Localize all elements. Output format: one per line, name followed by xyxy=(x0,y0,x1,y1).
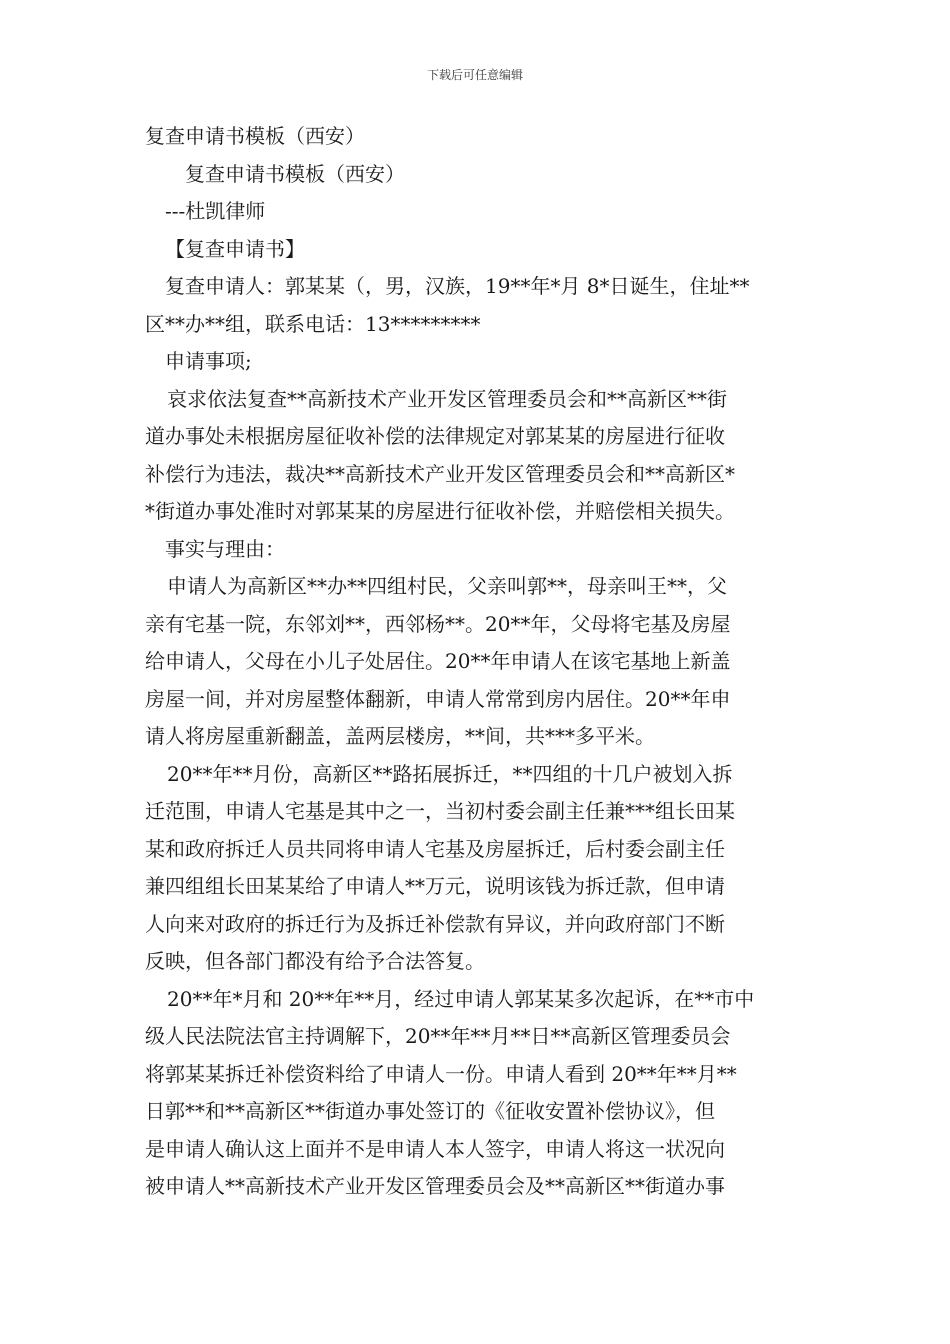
applicant-line-1: 复查申请人：郭某某（，男，汉族，19**年*月 8*日诞生，住址** xyxy=(165,274,750,298)
facts-p3-line: 是申请人确认这上面并不是申请人本人签字，申请人将这一状况向 xyxy=(145,1136,725,1161)
doc-heading: 【复查申请书】 xyxy=(165,236,305,261)
document-body xyxy=(145,118,807,1206)
facts-p1-line: 房屋一间，并对房屋整体翻新，申请人常常到房内居住。20**年申 xyxy=(145,686,731,711)
document-subtitle: 复查申请书模板（西安） xyxy=(185,161,405,186)
facts-p3-line: 级人民法院法官主持调解下，20**年**月**日**高新区管理委员会 xyxy=(145,1024,731,1048)
facts-p1-line: 亲有宅基一院，东邻刘**，西邻杨**。20**年，父母将宅基及房屋 xyxy=(145,611,731,636)
facts-p2-line: 人向来对政府的拆迁行为及拆迁补偿款有异议，并向政府部门不断 xyxy=(145,911,725,936)
facts-p2-line: 20**年**月份，高新区**路拓展拆迁，**四组的十几户被划入拆 xyxy=(167,761,733,786)
facts-p3-line: 将郭某某拆迁补偿资料给了申请人一份。申请人看到 20**年**月** xyxy=(145,1061,737,1086)
items-line: *街道办事处准时对郭某某的房屋进行征收补偿，并赔偿相关损失。 xyxy=(145,499,735,523)
document-title: 复查申请书模板（西安） xyxy=(145,124,365,148)
facts-p1-line: 请人将房屋重新翻盖，盖两层楼房，**间，共***多平米。 xyxy=(145,724,655,748)
facts-p3-line: 20**年*月和 20**年**月，经过申请人郭某某多次起诉，在**市中 xyxy=(167,986,755,1011)
facts-p2-line: 迁范围，申请人宅基是其中之一，当初村委会副主任兼***组长田某 xyxy=(145,799,735,823)
facts-p1-line: 给申请人，父母在小儿子处居住。20**年申请人在该宅基地上新盖 xyxy=(145,649,731,673)
header-note: 下载后可任意编辑 xyxy=(426,68,523,82)
applicant-line-2: 区**办**组，联系电话：13********* xyxy=(145,311,481,336)
items-line: 哀求依法复查**高新技术产业开发区管理委员会和**高新区**街 xyxy=(167,386,727,411)
author-line: ---杜凯律师 xyxy=(165,199,266,223)
items-line: 补偿行为违法，裁决**高新技术产业开发区管理委员会和**高新区* xyxy=(145,461,735,486)
facts-p3-line: 日郭**和**高新区**街道办事处签订的《征收安置补偿协议》，但 xyxy=(145,1099,715,1123)
facts-p3-line: 被申请人**高新技术产业开发区管理委员会及**高新区**街道办事 xyxy=(145,1174,725,1198)
items-heading: 申请事项; xyxy=(165,349,252,373)
facts-p2-line: 某和政府拆迁人员共同将申请人宅基及房屋拆迁，后村委会副主任 xyxy=(145,836,725,861)
facts-p2-line: 兼四组组长田某某给了申请人**万元，说明该钱为拆迁款，但申请 xyxy=(145,874,725,898)
items-line: 道办事处未根据房屋征收补偿的法律规定对郭某某的房屋进行征收 xyxy=(145,424,725,448)
facts-heading: 事实与理由： xyxy=(165,536,285,561)
facts-p2-line: 反映，但各部门都没有给予合法答复。 xyxy=(145,949,485,973)
facts-p1-line: 申请人为高新区**办**四组村民，父亲叫郭**，母亲叫王**，父 xyxy=(167,574,727,598)
